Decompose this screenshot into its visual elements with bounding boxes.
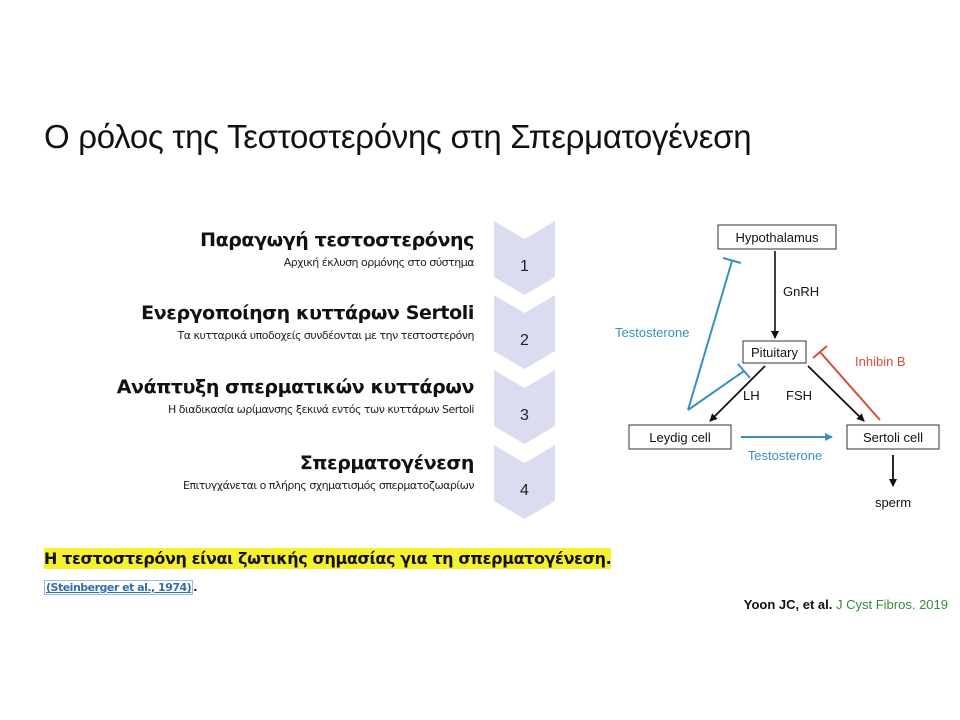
leydig-node [629, 425, 731, 449]
step-1-number: 1 [520, 258, 529, 275]
step-1-description: Αρχική έκλυση ορμόνης στο σύστημα [283, 256, 474, 269]
pituitary-node [743, 341, 806, 363]
citation-link[interactable]: Steinberger et al., 1974 [50, 581, 187, 594]
step-2-description: Τα κυτταρικά υποδοχείς συνδέονται με την τεστοστερόνη [177, 329, 474, 342]
credit-year: 2019 [915, 597, 948, 612]
citation-box [44, 580, 193, 595]
step-1-title: Παραγωγή τεστοστερόνης [200, 229, 474, 251]
hypothalamus-node [718, 225, 836, 249]
conclusion-highlight-2: σπερματογένεση. [458, 549, 612, 568]
step-2-title: Ενεργοποίηση κυττάρων Sertoli [141, 302, 474, 324]
sertoli-node [847, 425, 939, 449]
testosterone-feedback-label: Testosterone [615, 325, 690, 340]
fsh-label: FSH [786, 388, 812, 403]
sperm-label: sperm [874, 495, 912, 510]
leydig-label: Leydig cell [649, 430, 711, 445]
pituitary-label: Pituitary [751, 345, 798, 360]
conclusion-highlight-1: Η τεστοστερόνη είναι ζωτικής σημασίας για τη [44, 549, 459, 568]
credit-authors: Yoon JC, et al. [743, 597, 836, 612]
citation-link-open[interactable]: ( [46, 581, 51, 594]
citation-trail: . [193, 581, 197, 594]
citation [44, 581, 197, 594]
slide-title: Ο ρόλος της Τεστοστερόνης στη Σπερματογένεση [44, 118, 752, 155]
lh-label: LH [743, 388, 760, 403]
testosterone-flow-label: Testosterone [747, 448, 823, 463]
step-4-number: 4 [520, 482, 529, 499]
step-3-description: Η διαδικασία ωρίμανσης ξεκινά εντός των κυττάρων Sertoli [168, 403, 474, 416]
credit-journal: J Cyst Fibros. [835, 597, 916, 612]
hypothalamus-label: Hypothalamus [735, 230, 819, 245]
gnrh-label: GnRH [783, 284, 820, 299]
step-3-title: Ανάπτυξη σπερματικών κυττάρων [116, 376, 474, 398]
inhibin-label: Inhibin B [855, 354, 906, 369]
step-4-description: Επιτυγχάνεται ο πλήρης σχηματισμός σπερματοζωαρίων [183, 479, 474, 492]
testosterone-feedback [688, 258, 750, 410]
step-4-title: Σπερματογένεση [299, 452, 474, 474]
step-2-number: 2 [520, 332, 529, 349]
citation-link-close[interactable]: ) [186, 581, 192, 594]
step-3-number: 3 [520, 407, 529, 424]
source-credit [744, 597, 948, 612]
sertoli-label: Sertoli cell [863, 430, 923, 445]
conclusion-statement [44, 549, 611, 568]
